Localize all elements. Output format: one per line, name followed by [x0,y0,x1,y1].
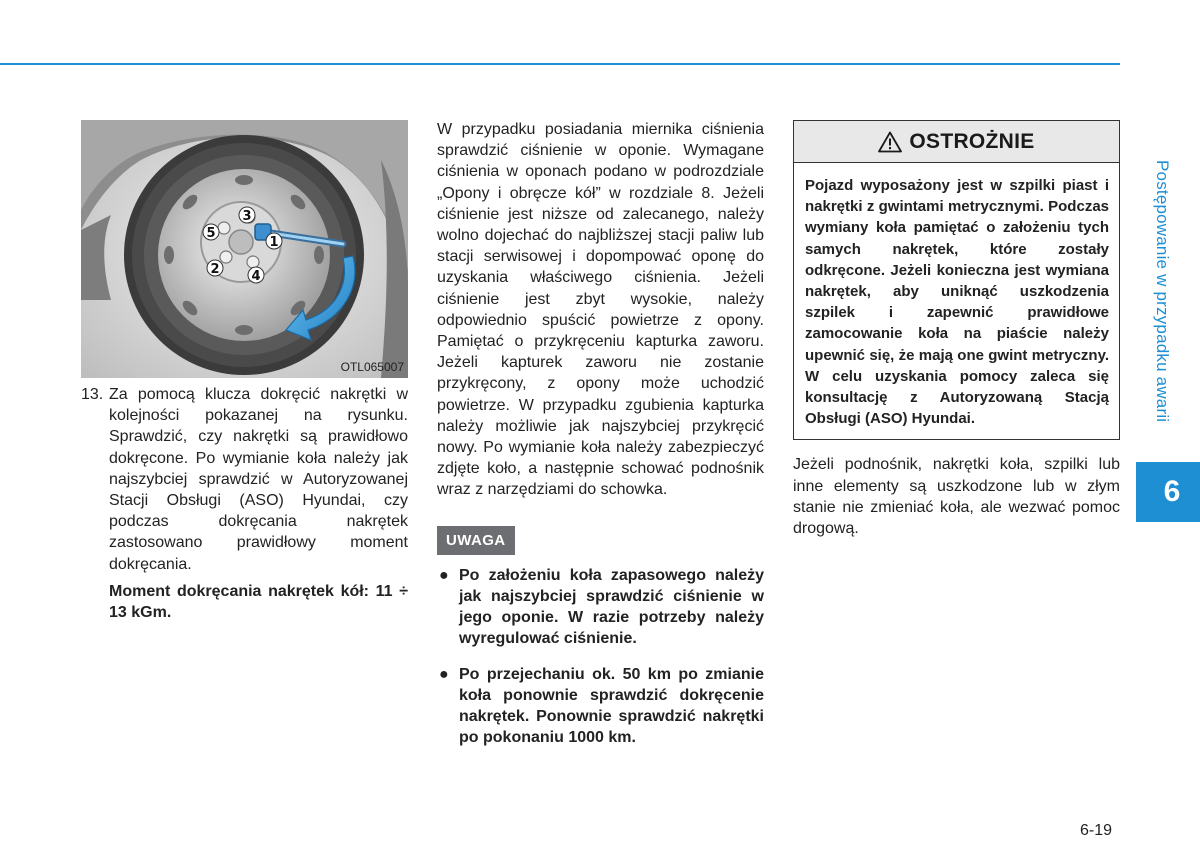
bullet-icon: ● [439,566,449,584]
nut-label-4-text: 4 [251,269,261,284]
nut-label-3-text: 3 [242,209,252,224]
nut-label-2-text: 2 [210,262,220,277]
list-item [437,664,764,749]
chapter-number: 6 [1163,475,1181,508]
nut-label-1-text: 1 [269,235,279,250]
column-right [793,120,1120,539]
step-text: Za pomocą klucza dokręcić nakrętki w kolejności pokazanej na rysunku. Sprawdzić, czy nakrętki są prawidłowo dokręcone. Po wymianie koła należy jak najszybciej sprawdzić w Autoryzowanej Stacji Obsługi (ASO) Hyundai, czy podczas dokręcania nakrętek zastosowano prawidłowy moment dokręcania. [109,386,408,573]
pressure-paragraph: W przypadku posiadania miernika ciśnienia sprawdzić ciśnienie w oponie. Wymagane ciśnienia w oponach podano w podrozdziale „Opony i obręcze kół” w rozdziale 8. Jeżeli ciśnienie jest niższe od zalecanego, należy wolno dojechać do najbliższej stacji paliw lub stacji serwisowej i dopompować oponę do uzyskania właściwego ciśnienia. Jeżeli ciśnienie jest zbyt wysokie, należy odpowiednio spuścić powietrze z opony. Pamiętać o przykręceniu kapturka zaworu. Jeżeli kapturek zaworu nie zostanie przykręcony, z opony może uchodzić powietrze. W przypadku zgubienia kapturka należy możliwie jak najszybciej przykręcić nowy. Po wymianie koła należy zabezpieczyć zdjęte koło, a następnie schować podnośnik wraz z narzędziami do schowka. [437,121,764,499]
column-left [81,384,408,623]
wheel-figure [81,120,408,378]
note-list [437,565,764,749]
bullet-icon: ● [439,665,449,683]
page-number: 6-19 [1080,822,1113,839]
damage-paragraph: Jeżeli podnośnik, nakrętki koła, szpilki lub inne elementy są uszkodzone lub w złym stanie nie zmieniać koła, ale wezwać pomoc drogową. [793,456,1120,538]
caution-title: OSTROŻNIE [909,129,1035,153]
caution-header [794,121,1119,163]
step-13 [81,384,408,575]
figure-code: OTL065007 [340,360,404,374]
list-item [437,565,764,650]
step-number: 13. [81,386,104,403]
note-item-text: Po przejechaniu ok. 50 km po zmianie koła ponownie sprawdzić dokręcenie nakrętek. Ponownie sprawdzić nakrętki po pokonaniu 1000 km. [459,665,764,747]
torque-spec: Moment dokręcania nakrętek kół: 11 ÷ 13 kGm. [109,582,408,622]
chapter-tab [1136,462,1200,522]
wheel-illustration [81,120,408,378]
header-rule [0,63,1120,65]
warning-triangle-icon [878,131,902,153]
note-item-text: Po założeniu koła zapasowego należy jak najszybciej sprawdzić ciśnienie w jego oponie. W razie potrzeby należy wyregulować ciśnienie. [459,566,764,648]
caution-text: Pojazd wyposażony jest w szpilki piast i nakrętki z gwintami metrycznymi. Podczas wymiany koła pamiętać o założeniu tych samych nakrętek, które zostały odkręcone. Jeżeli konieczna jest wymiana nakrętek, aby uniknąć uszkodzenia szpilek i zapewnić prawidłowe zamocowanie koła na piaście należy upewnić się, że mają one gwint metryczny. W celu uzyskania pomocy zaleca się konsultację z Autoryzowaną Stacją Obsługi (ASO) Hyundai. [805,177,1109,428]
chapter-side-title [1142,160,1182,450]
caution-box [793,120,1120,440]
column-middle [437,119,764,762]
nut-label-5-text: 5 [206,226,216,241]
note-badge: UWAGA [437,526,515,555]
chapter-title-text: Postępowanie w przypadku awarii [1153,160,1172,423]
